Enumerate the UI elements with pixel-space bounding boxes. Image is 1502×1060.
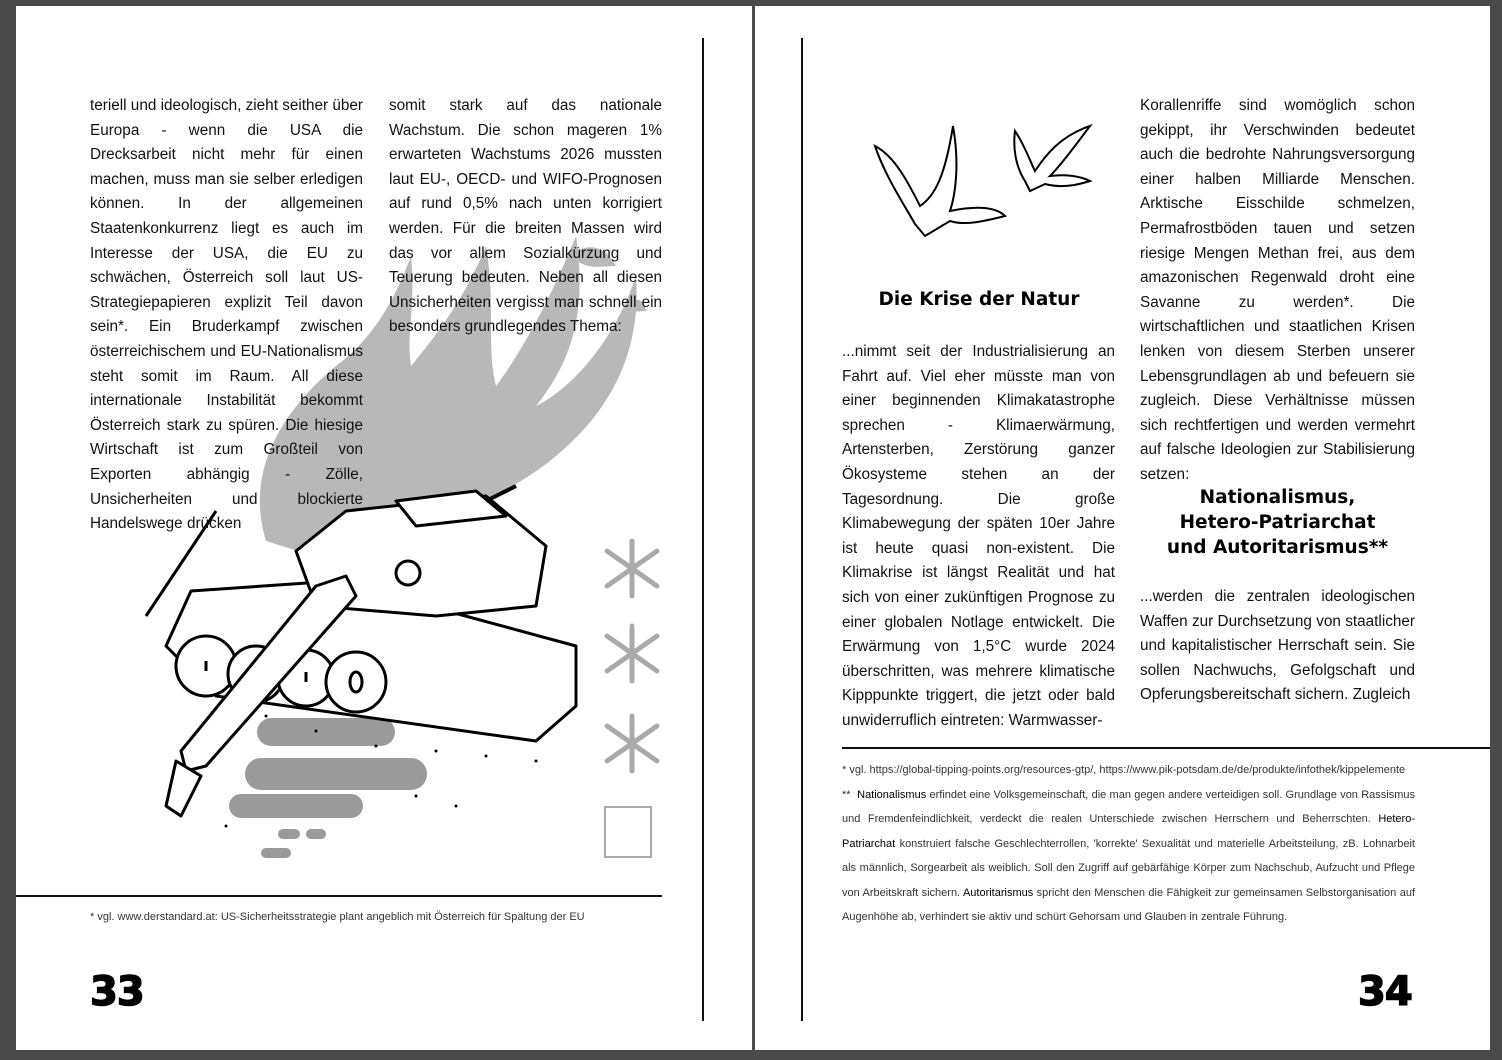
right-column-1: ...nimmt seit der Industrialisierung an Fahrt auf. Viel eher müsste man von einer beginnenden Klimakatastrophe sprechen - Klimaerwärmung, Artensterben, Zerstörung ganzer Ökosysteme stehen an der Tagesordnung. Die große Klimabewegung der späten 10er Jahre ist heute quasi non-existent. Die Klimakrise ist längst Realität und hat sich von einer zukünftigen Prognose zu einer globalen Notlage entwickelt. Die Erwärmung von 1,5°C wurde 2024 überschritten, was mehrere klimatische Kipppunkte triggert, die jetzt oder bald unwiderruflich eintreten: Warmwasser- (842, 343, 1115, 729)
page-number-right: 34 (1358, 969, 1412, 1015)
heading-die-krise-der-natur: Die Krise der Natur (878, 289, 1080, 310)
asterisk-icons (604, 541, 664, 771)
right-page (755, 6, 1490, 1050)
left-column-1: teriell und ideologisch, zieht seither über Europa - wenn die USA die Drecksarbeit nicht mehr für einen machen, muss man sie selber erledigen können. In der allgemeinen Staatenkonkurrenz liegt es auch im Interesse der USA, die EU zu schwächen, Österreich soll laut US-Strategiepapieren explizit Teil davon sein*. Ein Bruderkampf zwischen österreichischem und EU-Nationalismus steht somit im Raum. All diese internationale Instabilität bekommt Österreich stark zu spüren. Die hiesige Wirtschaft ist zum Großteil von Exporten abhängig - Zölle, Unsicherheiten und blockierte Handelswege drücken (90, 97, 363, 533)
right-footnote-rule (842, 747, 1490, 749)
footnote-definitions: ** Nationalismus erfindet eine Volksgemeinschaft, die man gegen andere verteidigen soll. Grundlage von Rassismus und Fremdenfeindlichkeit, verdeckt die realen Unterschiede zwischen Herrschern und Beherrschten. Hetero-Patriarchat konstruiert falsche Geschlechterrollen, 'korrekte' Sexualität und materielle Arbeitsteilung, zB. Lohnarbeit als männlich, Sorgearbeit als weiblich. Soll den Zugriff auf gebärfähige Körper zum Nachschub, Aufzucht und Pflege von Arbeitskraft sichern. Autoritarismus spricht den Menschen die Fähigkeit zur gemeinsamen Selbstorganisation auf Augenhöhe ab, verhindert sie aktiv und schürt Gehorsam und Glauben in zentrale Führung. (842, 788, 1415, 923)
swallows-illustration (865, 116, 1105, 236)
right-column-2-top: Korallenriffe sind womöglich schon gekippt, ihr Verschwinden bedeutet auch die bedrohte Nahrungsversorgung einer halben Milliarde Menschen. Arktische Eisschilde schmelzen, Permafrostböden tauen und setzen riesige Mengen Methan frei, aus dem amazonischen Regenwald droht eine Savanne zu werden*. Die wirtschaftlichen und staatlichen Krisen lenken von diesem Sterben unserer Lebensgrundlagen ab und befeuern sie zugleich. Diese Verhältnisse müssen sich rechtfertigen und werden vermehrt auf falsche Ideologien zur Stabilisierung setzen: (1140, 97, 1415, 483)
heading-nationalismus: Nationalismus, Hetero-Patriarchat und Autoritarismus** (1166, 487, 1389, 558)
left-vertical-rule (702, 38, 704, 1021)
left-page (16, 6, 752, 1050)
right-column-2-bottom: ...werden die zentralen ideologischen Waffen zur Durchsetzung von staatlicher und kapitalistischer Herrschaft sein. Sie sollen Nachwuchs, Gefolgschaft und Opferungsbereitschaft sichern. Zugleich (1140, 588, 1415, 704)
left-footnote: * vgl. www.derstandard.at: US-Sicherheitsstrategie plant angeblich mit Österreich für Spaltung der EU (90, 911, 585, 923)
page-number-left: 33 (90, 969, 144, 1015)
left-column-2: somit stark auf das nationale Wachstum. Die schon mageren 1% erwarteten Wachstums 2026 mussten laut EU-, OECD- und WIFO-Prognosen auf rund 0,5% nach unten korrigiert werden. Für die breiten Massen wird das vor allem Sozialkürzung und Teuerung bedeuten. Neben all diesen Unsicherheiten vergisst man schnell ein besonders grundlegendes Thema: (389, 97, 662, 336)
right-footnotes: * vgl. https://global-tipping-points.org/resources-gtp/, https://www.pik-potsdam.de/de/produkte/infothek/kippelemente ** Nationalismus erfindet eine Volksgemeinschaft, die man gegen andere verteidigen soll. Grundlage von Rassismus und Fremdenfeindlichkeit, verdeckt die realen Unterschiede zwischen Herrschern und Beherrschten. Hetero-Patriarchat konstruiert falsche Geschlechterrollen, 'korrekte' Sexualität und materielle Arbeitsteilung, zB. Lohnarbeit als männlich, Sorgearbeit als weiblich. Soll den Zugriff auf gebärfähige Körper zum Nachschub, Aufzucht und Pflege von Arbeitskraft sichern. Autoritarismus spricht den Menschen die Fähigkeit zur gemeinsamen Selbstorganisation auf Augenhöhe ab, verhindert sie aktiv und schürt Gehorsam und Glauben in zentrale Führung. (842, 758, 1415, 930)
left-footnote-rule (16, 895, 662, 897)
right-vertical-rule (801, 38, 803, 1021)
stamp-logo (604, 806, 652, 858)
